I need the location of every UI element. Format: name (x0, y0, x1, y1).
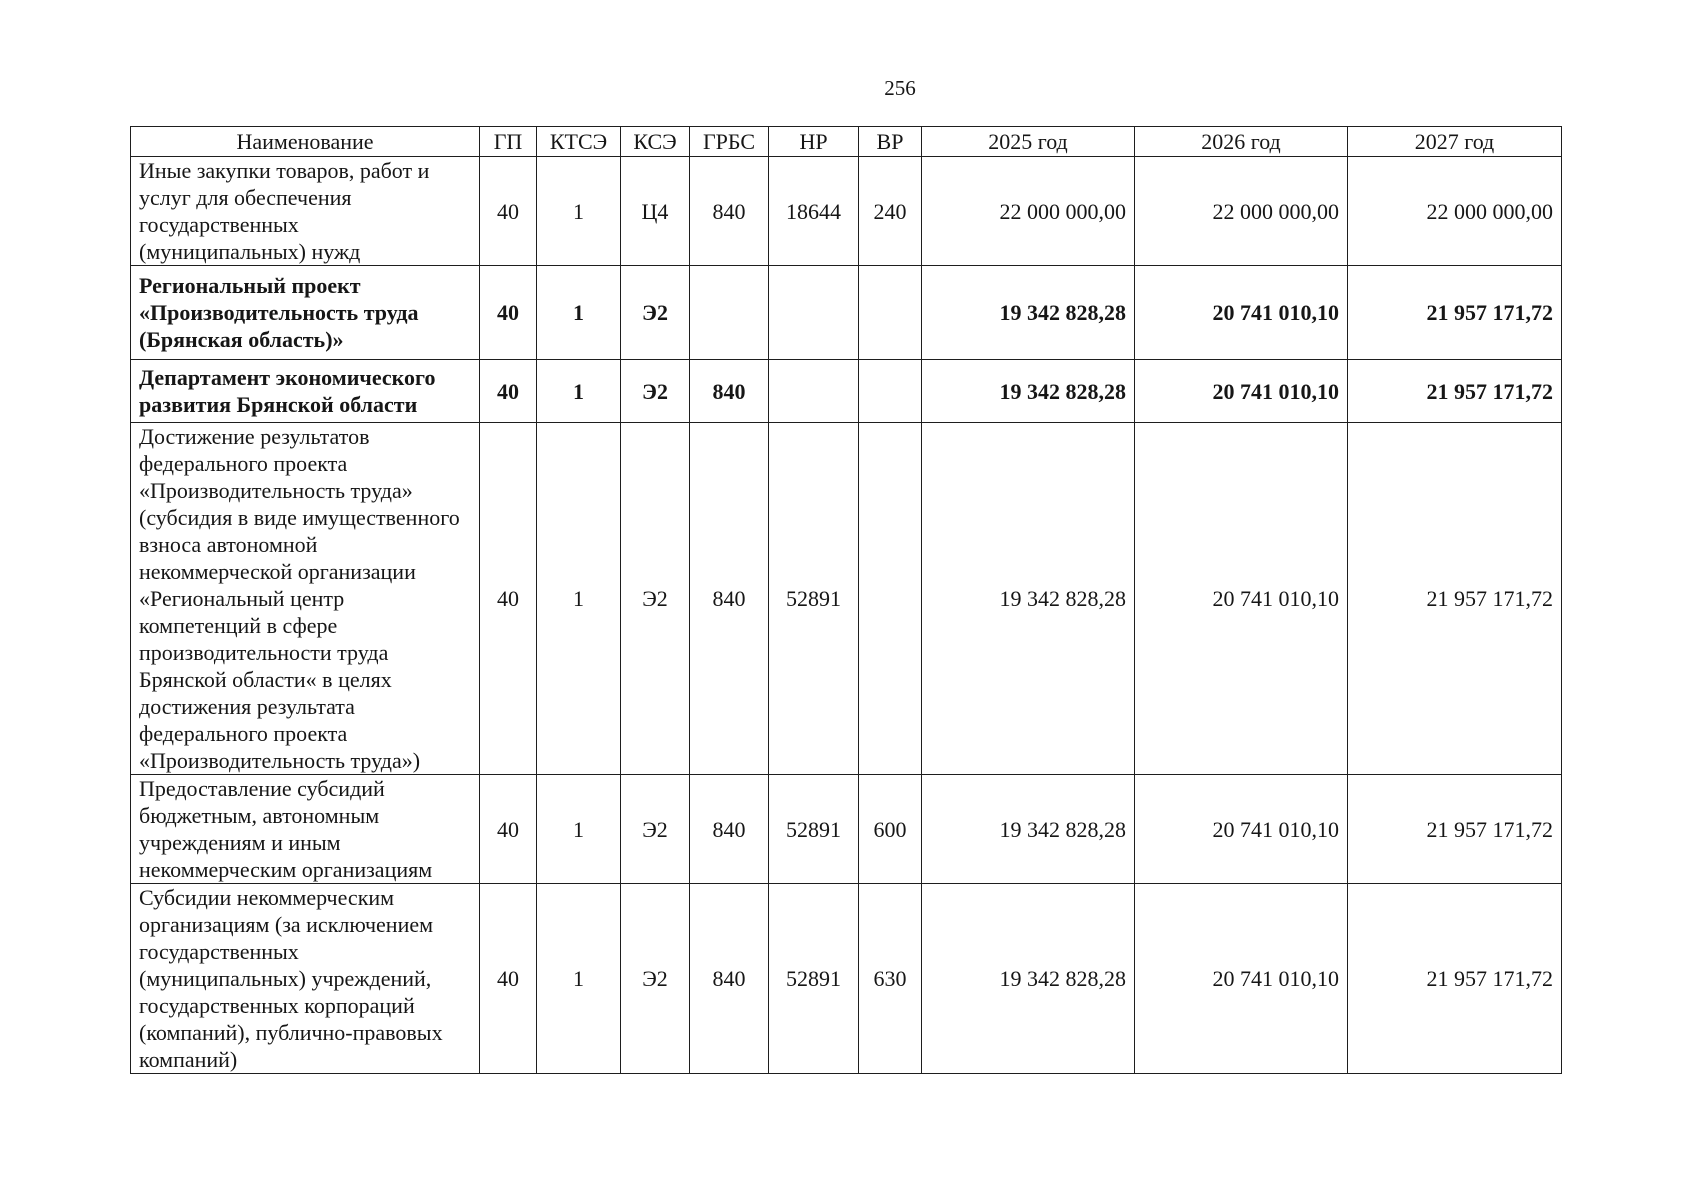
table-row (131, 884, 1562, 1074)
vr-cell: 240 (859, 157, 922, 266)
nr-cell: 52891 (769, 423, 859, 775)
column-header-kse: КСЭ (621, 127, 690, 157)
amount-2025-cell: 19 342 828,28 (922, 266, 1135, 360)
amount-2026-cell: 20 741 010,10 (1135, 775, 1348, 884)
column-header-2027: 2027 год (1348, 127, 1562, 157)
nr-cell: 52891 (769, 884, 859, 1074)
header-row (131, 127, 1562, 157)
grbs-cell (690, 266, 769, 360)
column-header-2025: 2025 год (922, 127, 1135, 157)
kse-cell: Э2 (621, 266, 690, 360)
ktse-cell: 1 (537, 266, 621, 360)
budget-table (130, 126, 1562, 1074)
kse-cell: Э2 (621, 775, 690, 884)
vr-cell: 630 (859, 884, 922, 1074)
gp-cell: 40 (480, 423, 537, 775)
column-header-2026: 2026 год (1135, 127, 1348, 157)
gp-cell: 40 (480, 360, 537, 423)
row-name-cell: Региональный проект «Производительность труда (Брянская область)» (131, 266, 480, 360)
column-header-nr: НР (769, 127, 859, 157)
page-number: 256 (884, 76, 916, 100)
nr-cell: 18644 (769, 157, 859, 266)
vr-cell (859, 266, 922, 360)
amount-2027-cell: 21 957 171,72 (1348, 266, 1562, 360)
amount-2025-cell: 19 342 828,28 (922, 360, 1135, 423)
gp-cell: 40 (480, 884, 537, 1074)
grbs-cell: 840 (690, 884, 769, 1074)
grbs-cell: 840 (690, 775, 769, 884)
ktse-cell: 1 (537, 884, 621, 1074)
ktse-cell: 1 (537, 775, 621, 884)
amount-2027-cell: 21 957 171,72 (1348, 884, 1562, 1074)
nr-cell (769, 360, 859, 423)
table-row (131, 266, 1562, 360)
row-name-cell: Департамент экономического развития Брянской области (131, 360, 480, 423)
row-name-cell: Субсидии некоммерческим организациям (за исключением государственных (муниципальных) учреждений, государственных корпораций (компаний), публично-правовых компаний) (131, 884, 480, 1074)
amount-2026-cell: 20 741 010,10 (1135, 266, 1348, 360)
amount-2026-cell: 20 741 010,10 (1135, 360, 1348, 423)
grbs-cell: 840 (690, 360, 769, 423)
amount-2026-cell: 20 741 010,10 (1135, 423, 1348, 775)
table-row (131, 157, 1562, 266)
kse-cell: Э2 (621, 884, 690, 1074)
gp-cell: 40 (480, 157, 537, 266)
amount-2026-cell: 22 000 000,00 (1135, 157, 1348, 266)
amount-2027-cell: 21 957 171,72 (1348, 423, 1562, 775)
ktse-cell: 1 (537, 423, 621, 775)
column-header-ktse: КТСЭ (537, 127, 621, 157)
table-row (131, 423, 1562, 775)
column-header-vr: ВР (859, 127, 922, 157)
kse-cell: Ц4 (621, 157, 690, 266)
amount-2025-cell: 19 342 828,28 (922, 775, 1135, 884)
row-name-cell: Достижение результатов федерального проекта «Производительность труда» (субсидия в виде имущественного взноса автономной некоммерческой организации «Региональный центр компетенций в сфере производительности труда Брянской области« в целях достижения результата федерального проекта «Производительность труда») (131, 423, 480, 775)
ktse-cell: 1 (537, 360, 621, 423)
kse-cell: Э2 (621, 423, 690, 775)
column-header-gp: ГП (480, 127, 537, 157)
grbs-cell: 840 (690, 157, 769, 266)
amount-2027-cell: 21 957 171,72 (1348, 360, 1562, 423)
table-row (131, 775, 1562, 884)
gp-cell: 40 (480, 775, 537, 884)
amount-2027-cell: 21 957 171,72 (1348, 775, 1562, 884)
amount-2025-cell: 19 342 828,28 (922, 423, 1135, 775)
grbs-cell: 840 (690, 423, 769, 775)
amount-2025-cell: 19 342 828,28 (922, 884, 1135, 1074)
amount-2026-cell: 20 741 010,10 (1135, 884, 1348, 1074)
vr-cell: 600 (859, 775, 922, 884)
row-name-cell: Предоставление субсидий бюджетным, автономным учреждениям и иным некоммерческим организациям (131, 775, 480, 884)
vr-cell (859, 360, 922, 423)
kse-cell: Э2 (621, 360, 690, 423)
gp-cell: 40 (480, 266, 537, 360)
column-header-name: Наименование (131, 127, 480, 157)
nr-cell (769, 266, 859, 360)
amount-2027-cell: 22 000 000,00 (1348, 157, 1562, 266)
amount-2025-cell: 22 000 000,00 (922, 157, 1135, 266)
row-name-cell: Иные закупки товаров, работ и услуг для обеспечения государственных (муниципальных) нужд (131, 157, 480, 266)
column-header-grbs: ГРБС (690, 127, 769, 157)
nr-cell: 52891 (769, 775, 859, 884)
table-row (131, 360, 1562, 423)
ktse-cell: 1 (537, 157, 621, 266)
vr-cell (859, 423, 922, 775)
